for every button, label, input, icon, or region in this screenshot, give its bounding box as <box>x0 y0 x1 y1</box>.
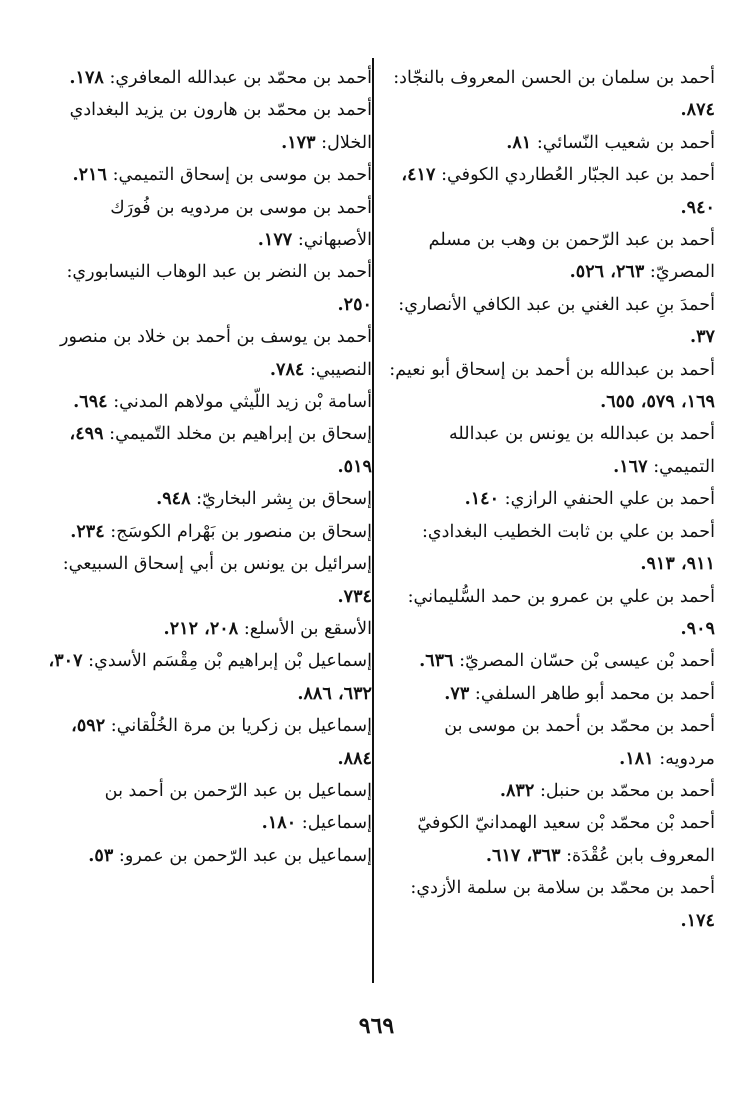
index-entry <box>42 386 372 418</box>
entry-name: أحمد بن موسى بن مردويه بن فُورَك الأصبهاني: <box>110 197 372 251</box>
entry-page-refs: ٢٦٣، ٥٢٦. <box>569 261 645 283</box>
index-entry <box>42 256 372 321</box>
index-entry <box>385 418 715 483</box>
entry-page-refs: ٥٩٢، ٨٨٤. <box>71 715 372 769</box>
entry-name: أحمد بن سلمان بن الحسن المعروف بالنجّاد: <box>393 68 715 88</box>
entry-name: إسماعيل بن زكريا بن مرة الخُلْقاني: <box>110 716 372 737</box>
index-entry <box>42 516 372 548</box>
entry-name: أحمد بن محمّد بن أحمد بن موسى بن مردويه: <box>444 716 715 769</box>
index-entry <box>385 581 715 646</box>
entry-page-refs: ٨٣٢. <box>499 779 535 801</box>
index-column-left <box>42 62 372 872</box>
entry-name: إسحاق بن إبراهيم بن مخلد التّميمي: <box>109 424 372 445</box>
index-entry <box>42 710 372 775</box>
index-entry <box>42 159 372 191</box>
index-entry <box>42 321 372 386</box>
entry-name: إسحاق بن منصور بن بَهْرام الكوسَج: <box>110 521 372 542</box>
entry-name: إسحاق بن بِشر البخاريّ: <box>196 489 372 510</box>
index-entry <box>42 548 372 613</box>
entry-name: أحمد بن موسى بن إسحاق التميمي: <box>112 165 372 186</box>
column-divider <box>372 58 374 983</box>
entry-name: أحمد بْن محمّد بْن سعيد الهمدانيّ الكوفيّ المعروف بابن عُقْدَة: <box>417 813 715 866</box>
entry-page-refs: ٦٩٤. <box>73 391 108 413</box>
entry-name: أحمد بن عبدالله بن يونس بن عبدالله التميمي: <box>448 424 715 477</box>
entry-name: أحمد بن شعيب النّسائي: <box>536 132 715 153</box>
index-entry <box>42 645 372 710</box>
index-entry <box>385 354 715 419</box>
entry-page-refs: ٢١٦. <box>72 164 107 186</box>
entry-name: إسماعيل بْن إبراهيم بْن مِقْسَم الأسدي: <box>88 651 372 672</box>
index-entry <box>385 224 715 289</box>
index-entry <box>42 775 372 840</box>
index-entry <box>385 872 715 937</box>
page-number: ٩٦٩ <box>358 1013 395 1039</box>
entry-page-refs: ٣٦٣، ٦١٧. <box>485 844 561 866</box>
index-entry <box>385 710 715 775</box>
entry-page-refs: ٩١١، ٩١٣. <box>640 553 715 575</box>
index-entry <box>385 516 715 581</box>
entry-page-refs: ١٧٤. <box>680 909 715 931</box>
index-entry <box>42 62 372 94</box>
entry-name: أحمد بن يوسف بن أحمد بن خلاد بن منصور النصيبي: <box>60 327 372 380</box>
entry-page-refs: ٦٣٦. <box>419 650 454 672</box>
entry-name: أحمد بن محمّد بن سلامة بن سلمة الأزدي: <box>410 878 715 899</box>
entry-page-refs: ٢٥٠. <box>337 293 372 315</box>
entry-name: الأسقع بن الأسلع: <box>243 618 372 639</box>
index-entry <box>42 483 372 515</box>
entry-page-refs: ٨٧٤. <box>680 99 715 121</box>
entry-page-refs: ١٧٧. <box>257 229 293 251</box>
entry-page-refs: ١٧٣. <box>281 131 316 153</box>
index-entry <box>42 418 372 483</box>
index-entry <box>385 807 715 872</box>
entry-page-refs: ٤١٧، ٩٤٠. <box>401 164 715 218</box>
index-entry <box>42 192 372 257</box>
entry-name: إسرائيل بن يونس بن أبي إسحاق السبيعي: <box>62 554 372 575</box>
entry-page-refs: ٩٤٨. <box>156 488 191 510</box>
entry-page-refs: ٤٩٩، ٥١٩. <box>69 423 372 477</box>
entry-name: إسماعيل بن عبد الرّحمن بن أحمد بن إسماعيل: <box>104 780 372 834</box>
entry-name: أحمد بن علي بن عمرو بن حمد السُّليماني: <box>407 586 715 607</box>
entry-name: أحمد بن عبد الرّحمن بن وهب بن مسلم المصريّ: <box>428 230 715 283</box>
entry-page-refs: ١٦٩، ٥٧٩، ٦٥٥. <box>600 391 715 413</box>
entry-page-refs: ٨١. <box>506 131 532 153</box>
index-entry <box>385 127 715 159</box>
entry-name: أحمد بن عبدالله بن أحمد بن إسحاق أبو نعيم: <box>389 359 715 380</box>
index-entry <box>385 483 715 515</box>
entry-page-refs: ١٨١. <box>619 747 654 769</box>
entry-page-refs: ٢٣٤. <box>70 520 105 542</box>
entry-name: أسامة بْن زيد اللّيثي مولاهم المدني: <box>113 392 372 413</box>
entry-name: أحمد بن عبد الجبّار العُطاردي الكوفي: <box>441 165 715 186</box>
index-entry <box>42 840 372 872</box>
index-entry <box>385 678 715 710</box>
index-entry <box>385 62 715 127</box>
entry-page-refs: ١٤٠. <box>464 488 500 510</box>
entry-page-refs: ١٦٧. <box>613 455 648 477</box>
entry-name: أحمد بن النضر بن عبد الوهاب النيسابوري: <box>66 262 372 283</box>
entry-page-refs: ١٨٠. <box>261 812 297 834</box>
entry-name: أحمد بن محمّد بن هارون بن يزيد البغدادي الخلال: <box>69 100 372 153</box>
entry-page-refs: ٣٧. <box>689 326 715 348</box>
entry-name: إسماعيل بن عبد الرّحمن بن عمرو: <box>118 845 372 866</box>
index-entry <box>385 645 715 677</box>
entry-name: أحمد بن علي الحنفي الرازي: <box>504 489 715 510</box>
index-entry <box>385 775 715 807</box>
index-column-right <box>385 62 715 937</box>
index-entry <box>42 613 372 645</box>
entry-page-refs: ٣٠٧، ٦٣٢، ٨٨٦. <box>48 650 372 704</box>
index-entry <box>385 289 715 354</box>
entry-name: أحمد بن محمّد بن حنبل: <box>539 780 715 801</box>
index-entry <box>42 94 372 159</box>
index-entry <box>385 159 715 224</box>
entry-page-refs: ٩٠٩. <box>680 617 715 639</box>
entry-page-refs: ٢٠٨، ٢١٢. <box>163 617 239 639</box>
entry-name: أحمد بْن عيسى بْن حسّان المصريّ: <box>459 651 715 672</box>
entry-page-refs: ٧٣. <box>444 682 470 704</box>
entry-page-refs: ٧٨٤. <box>269 358 305 380</box>
entry-name: أحمد بن محمّد بن عبدالله المعافري: <box>109 68 372 88</box>
entry-name: أحمد بن محمد أبو طاهر السلفي: <box>474 683 715 704</box>
entry-name: أحمدَ بنِ عبد الغني بن عبد الكافي الأنصاري: <box>398 294 715 315</box>
entry-name: أحمد بن علي بن ثابت الخطيب البغدادي: <box>421 521 715 542</box>
entry-page-refs: ٥٣. <box>88 844 114 866</box>
entry-page-refs: ٧٣٤. <box>337 585 372 607</box>
entry-page-refs: ١٧٨. <box>69 67 104 88</box>
